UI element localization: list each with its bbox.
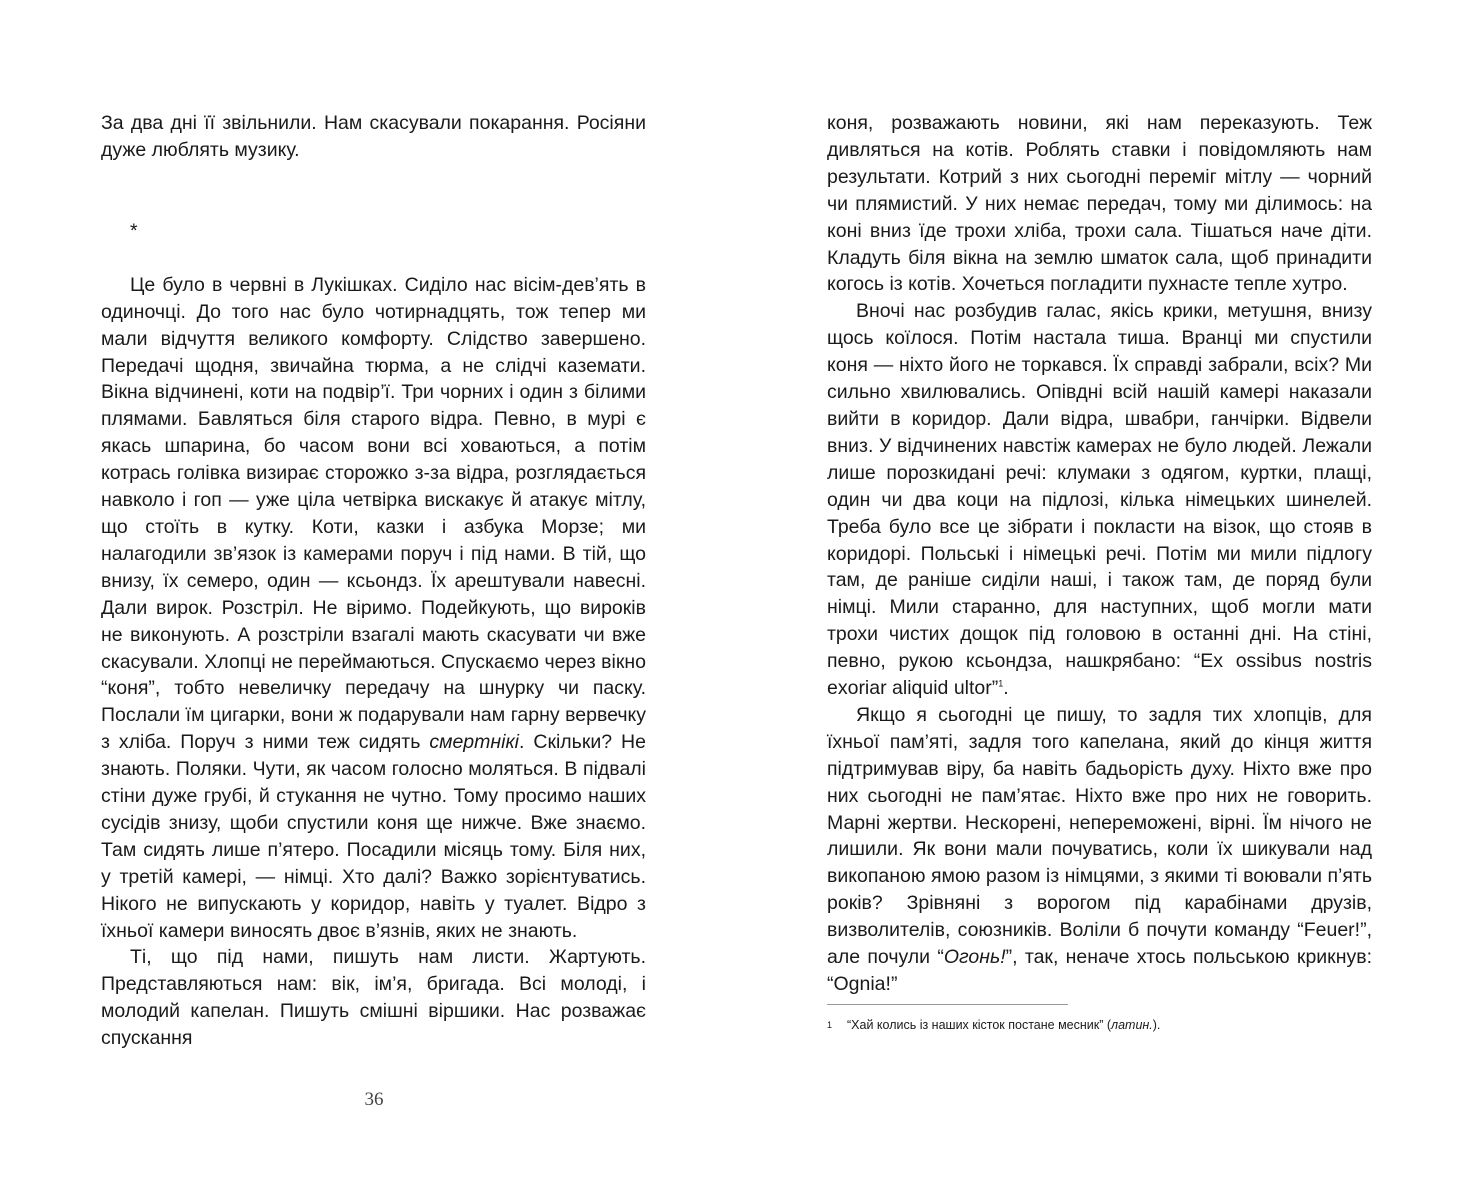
- right-paragraph-1: коня, розважають новини, які нам переказують. Теж дивляться на котів. Роблять ставки і повідомляють нам результати. Котрий з них сьогодні переміг мітлу — чорний чи плямистий. У них немає передач, тому ми ділимось: на коні вниз їде трохи хліба, трохи сала. Тішаться наче діти. Кладуть біля вікна на землю шматок сала, щоб принадити когось із котів. Хочеться погладити пухнасте тепле хутро.: [827, 112, 1372, 296]
- left-page-text: [101, 110, 646, 1052]
- right-paragraph-3-end: ”, так, неначе хтось польською крикнув: “Ognia!”: [827, 946, 1373, 995]
- right-page-text: [827, 110, 1372, 998]
- right-paragraph-3-italic: Огонь!: [943, 946, 1006, 969]
- left-paragraph-1: За два дні її звільнили. Нам скасували покарання. Росіяни дуже люблять музику.: [101, 112, 646, 161]
- right-paragraph-3-text: Якщо я сьогодні це пишу, то задля тих хлопців, для їхньої пам’яті, задля того капелана, який до кінця життя підтримував віру, ба навіть бадьорість духу. Ніхто вже про них сьогодні не пам’ятає. Ніхто вже про них не говорить. Марні жертви. Нескорені, непереможені, вірні. Їм нічого не лишили. Як вони мали почуватись, коли їх шикували над викопаною ямою разом із німцями, з якими ті воювали п’ять років? Зрівняні з ворогом під карабінами друзів, визволителів, союзників. Воліли б почути команду “Feuer!”, але почули “: [827, 703, 1372, 969]
- left-paragraph-2-end: . Скільки? Не знають. Поляки. Чути, як часом голосно моляться. В підвалі стіни дуже грубі, й стукання не чутно. Тому просимо наших сусідів знизу, щоби спустили коня ще нижче. Вже знаємо. Там сидять лише п’ятеро. Посадили місяць тому. Біля них, у третій камері, — німці. Хто далі? Важко зорієнтуватись. Нікого не випускають у коридор, навіть у туалет. Відро з їхньої камери виносять двоє в’язнів, яких не знають.: [101, 731, 646, 942]
- left-paragraph-2-italic: смертнікі: [429, 731, 519, 754]
- left-paragraph-2-text: Це було в червні в Лукішках. Сиділо нас вісім-дев’ять в одиночці. До того нас було чотирнадцять, тож тепер ми мали відчуття великого комфорту. Слідство завершено. Передачі щодня, звичайна тюрма, а не слідчі каземати. Вікна відчинені, коти на подвір’ї. Три чорних і один з білими плямами. Бавляться біля старого відра. Певно, в мурі є якась шпарина, бо часом вони всі ховаються, а потім котрась голівка визирає сторожко з-за відра, розглядається навколо і гоп — уже ціла четвірка вискакує й атакує мітлу, що стоїть в кутку. Коти, казки і азбука Морзе; ми налагодили зв’язок із камерами поруч і під нами. В тій, що внизу, їх семеро, один — ксьондз. Їх арештували навесні. Дали вирок. Розстріл. Не віримо. Подейкують, що вироків не виконують. А розстріли взагалі мають скасувати чи вже скасували. Хлопці не переймаються. Спускаємо через вікно “коня”, тобто невеличку передачу на шнурку чи паску. Послали їм цигарки, вони ж подарували нам гарну вервечку з хліба. Поруч з ними теж сидять: [101, 273, 646, 754]
- right-paragraph-2-end: .: [1003, 677, 1009, 700]
- section-gap: [101, 164, 646, 218]
- page-number: 36: [364, 1089, 384, 1110]
- footnote-text: “Хай колись із наших кісток постане месник” (: [847, 1018, 1112, 1032]
- footnote-divider: [827, 1004, 1068, 1005]
- footnote: [827, 1016, 1372, 1034]
- section-separator: *: [130, 219, 138, 242]
- left-paragraph-2: [101, 272, 646, 945]
- right-paragraph-2: [827, 298, 1372, 702]
- footnote-italic: латин.: [1111, 1018, 1153, 1032]
- footnote-end: ).: [1152, 1018, 1161, 1032]
- footnote-number: 1: [827, 1020, 833, 1030]
- left-paragraph-3: Ті, що під нами, пишуть нам листи. Жартують. Представляються нам: вік, ім’я, бригада. Всі молоді, і молодий капелан. Пишуть смішні віршики. Нас розважає спускання: [101, 946, 646, 1050]
- right-paragraph-3: [827, 702, 1372, 998]
- footnote-reference: 1: [998, 678, 1004, 689]
- right-paragraph-2-text: Вночі нас розбудив галас, якісь крики, метушня, внизу щось коїлося. Потім настала тиша. Вранці ми спустили коня — ніхто його не торкався. Їх справді забрали, всіх? Ми сильно хвилювались. Опівдні всій нашій камері наказали вийти в коридор. Дали відра, швабри, ганчірки. Відвели вниз. У відчинених навстіж камерах не було людей. Лежали лише порозкидані речі: клумаки з одягом, куртки, плащі, один чи два коци на підлозі, кілька німецьких шинелей. Треба було все це зібрати і покласти на візок, що стояв в коридорі. Польські і німецькі речі. Потім ми мили підлогу там, де раніше сиділи наші, і також там, де поряд були німці. Мили старанно, для наступних, щоб могли мати трохи чистих дощок під головою в останні дні. На стіні, певно, рукою ксьондза, нашкрябано: “Ex ossibus nostris exoriar aliquid ultor”: [827, 300, 1372, 700]
